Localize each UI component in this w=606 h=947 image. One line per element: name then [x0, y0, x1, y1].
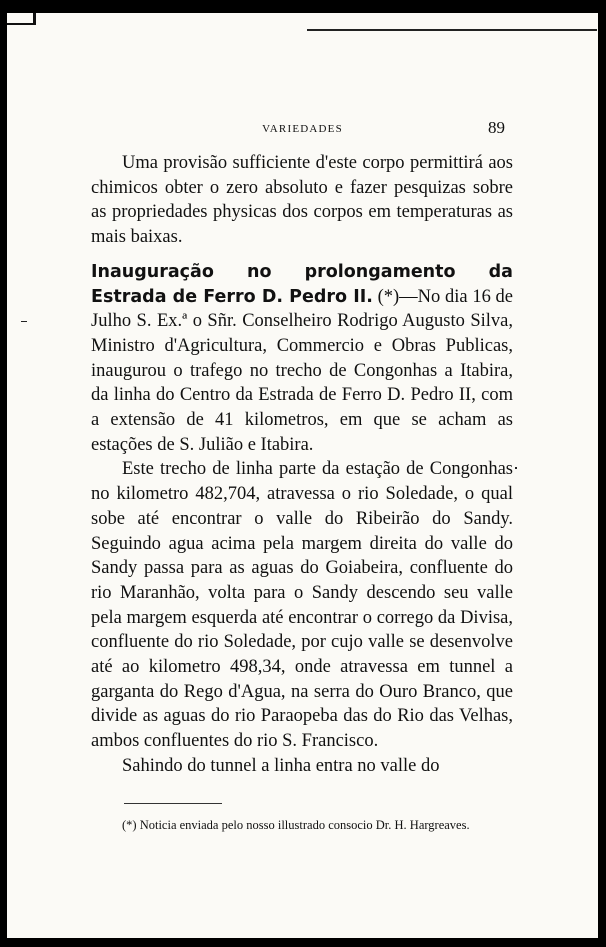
- page-number: 89: [488, 118, 505, 137]
- scan-speck: [515, 467, 517, 469]
- scan-corner-mark: [7, 13, 36, 25]
- page-header: [7, 118, 598, 140]
- paragraph-3: Este trecho de linha parte da estação de Congonhas no kilometro 482,704, atravessa o rio Soledade, o qual sobe até encontrar o valle do Ribeirão do Sandy. Seguindo agua acima pela margem direita do valle do Sandy passa para as aguas do Goiabeira, confluente do rio Maranhão, volta para o Sandy descendo seu valle pela margem esquerda até encontrar o corrego da Divisa, confluente do rio Soledade, por cujo valle se desenvolve até ao kilometro 498,34, onde atravessa em tunnel a garganta do Rego d'Agua, na serra do Ouro Branco, que divide as aguas do rio Paraopeba das do Rio das Velhas, ambos confluentes do rio S. Francisco.: [91, 459, 513, 752]
- paragraph-2: [91, 260, 513, 458]
- book-page: [7, 13, 598, 938]
- scan-edge-line: [307, 29, 597, 31]
- paragraph-1: Uma provisão sufficiente d'este corpo permittirá aos chimicos obter o zero absoluto e fazer pesquizas sobre as propriedades physicas dos corpos em temperaturas as mais baixas.: [91, 153, 513, 248]
- footnote-rule: [124, 803, 222, 804]
- scan-speck: [21, 321, 27, 322]
- footnote: (*) Noticia enviada pelo nosso illustrado consocio Dr. H. Hargreaves.: [122, 818, 470, 832]
- body-text: [91, 151, 513, 779]
- running-head: VARIEDADES: [262, 123, 343, 135]
- paragraph-2-body: (*)—No dia 16 de Julho S. Ex.ª o Sñr. Conselheiro Rodrigo Augusto Silva, Ministro d'Agricultura, Commercio e Obras Publicas, inaugurou o trafego no trecho de Congonhas a Itabira, da linha do Centro da Estrada de Ferro D. Pedro II, com a extensão de 41 kilometros, em que se acham as estações de S. Julião e Itabira.: [91, 286, 513, 455]
- section-title: Inauguração no prolongamento da Estrada de Ferro D. Pedro II.: [91, 261, 513, 307]
- paragraph-4: Sahindo do tunnel a linha entra no valle do: [122, 755, 440, 776]
